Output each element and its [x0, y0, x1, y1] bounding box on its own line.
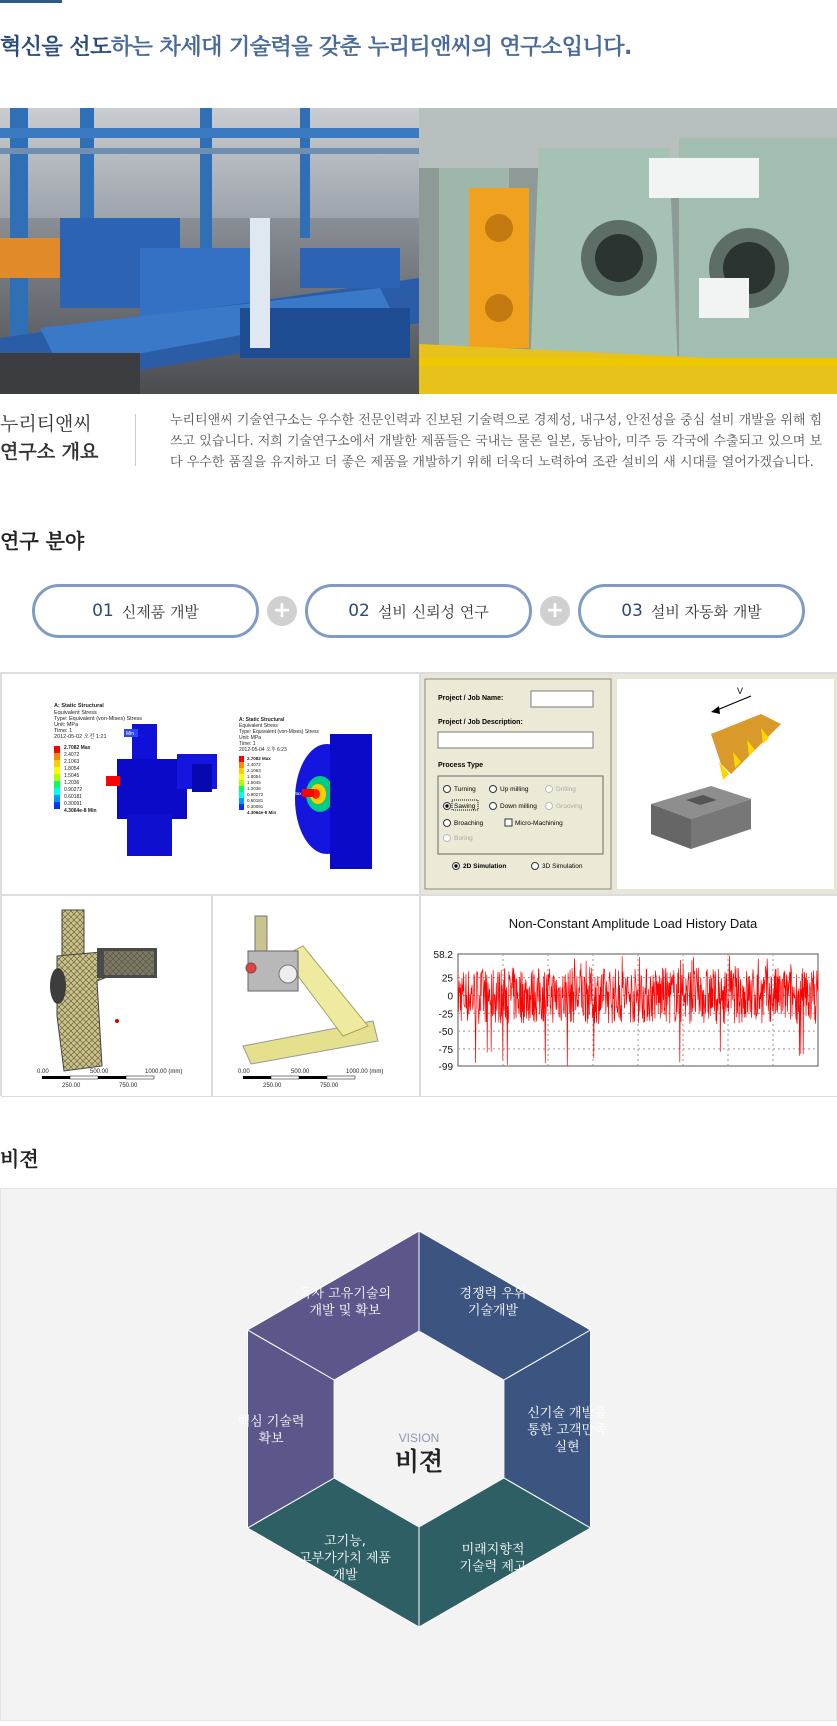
vision-segment-label: 미래지향적: [461, 1542, 525, 1558]
vision-segment-label: 고부가가치 제품: [298, 1551, 392, 1567]
option-drilling: Drilling: [556, 786, 576, 793]
turning-radio-icon: [444, 786, 451, 793]
fea-right-legend-value: 0.90272: [247, 792, 264, 797]
vision-segment-label: 개발 및 확보: [309, 1303, 381, 1319]
mesh-model-left: [1, 895, 212, 1097]
vision-segment-label: 통한 고객만족: [527, 1423, 607, 1438]
fea-left-line: Equivalent Stress: [54, 710, 97, 716]
chart-y-tick-label: -50: [438, 1027, 453, 1039]
grooving-radio-icon: [546, 803, 553, 810]
fea-left-line: 2012-05-02 오전 1:21: [54, 734, 107, 740]
research-fields: [32, 584, 807, 638]
scale-label: 1000.00 (mm): [346, 1069, 384, 1075]
saw-direction-label: V: [737, 686, 744, 696]
fea-left-legend-value: 0.30091: [64, 801, 83, 807]
vision-segment-label: 실현: [554, 1440, 580, 1455]
simulation-software-panel: [420, 673, 837, 895]
drilling-radio-icon: [546, 786, 553, 793]
option-3d-simulation: 3D Simulation: [542, 863, 583, 870]
fea-left-legend-value: 1.5045: [64, 773, 80, 779]
fea-left-legend-bar: [54, 746, 60, 809]
fea-left-legend-value: 2.1063: [64, 759, 80, 765]
research-item-number: 03: [621, 601, 643, 621]
micro-machining-checkbox-icon: [505, 819, 512, 826]
fea-right-line: Equivalent Stress: [239, 723, 278, 729]
fea-right-max-tag: Max: [293, 791, 302, 796]
research-item-label: 설비 자동화 개발: [650, 602, 762, 621]
overview-title-line1: 누리티앤씨: [0, 413, 92, 435]
vision-segment-label: 기술개발: [467, 1303, 519, 1319]
project-name-label: Project / Job Name:: [438, 695, 504, 702]
fea-left-line: Time: 1: [54, 728, 73, 734]
fea-right-heading: A: Static Structural: [239, 717, 285, 723]
research-fields-title: 연구 분야: [0, 529, 85, 553]
vision-segment-label: 경쟁력 우위: [459, 1286, 527, 1302]
fea-right-legend-value: 1.5045: [247, 780, 261, 785]
fea-left-heading: A: Static Structural: [54, 703, 104, 709]
vision-segment-label: 기술력 제고: [459, 1559, 527, 1575]
project-name-field: [531, 691, 593, 707]
scale-label: 0.00: [37, 1069, 49, 1075]
chart-y-tick-label: 0: [447, 991, 453, 1003]
fea-right-legend-value: 0.60181: [247, 798, 264, 803]
fea-stress-analysis: [1, 673, 420, 895]
solid-model-right: [212, 895, 420, 1097]
broaching-radio-icon: [444, 820, 451, 827]
fea-left-legend-value: 4.3064e-8 Min: [64, 808, 97, 814]
fea-right-line: Unit: MPa: [239, 735, 261, 741]
chart-y-tick-label: -75: [438, 1044, 453, 1056]
headline-rest: 하는 차세대 기술력을 갖춘 누리티앤씨의 연구소입니다.: [110, 35, 632, 60]
scale-label: 750.00: [119, 1083, 138, 1089]
up-milling-radio-icon: [490, 786, 497, 793]
straightening-machine-photo: [419, 108, 837, 394]
chart-y-tick-label: 58.2: [433, 950, 453, 961]
fea-right-legend-value: 1.2036: [247, 786, 261, 791]
fea-right-legend-value: 2.4072: [247, 762, 261, 767]
saw-render-bg: [617, 679, 834, 889]
top-accent-bar: [0, 0, 62, 3]
vision-segment-label: 개발: [332, 1568, 358, 1584]
fea-left-legend-value: 1.8054: [64, 766, 80, 772]
chart-y-tick-label: 25: [441, 973, 453, 985]
lab-photo-banner: [0, 108, 837, 394]
scale-label: 750.00: [320, 1083, 339, 1089]
scale-bar: [243, 1076, 355, 1079]
fea-right-model: [295, 734, 372, 869]
fea-right-legend-value: 2.7082 Max: [247, 756, 271, 761]
overview-divider: [135, 414, 136, 466]
research-item-label: 신제품 개발: [121, 602, 199, 621]
vision-center-ko: 비젼: [394, 1447, 444, 1476]
headline-emphasis: 혁신을 선도: [0, 35, 111, 60]
fea-right-line: 2012-05-04 오후 6:23: [239, 747, 287, 753]
vision-hexagon: [1, 1189, 837, 1722]
vision-diagram: [0, 1188, 837, 1721]
option-down-milling: Down milling: [500, 803, 537, 810]
vision-segment-label: 독자 고유기술의: [298, 1286, 392, 1302]
option-turning: Turning: [454, 786, 476, 793]
scale-label: 1000.00 (mm): [145, 1069, 183, 1075]
chart-title: Non-Constant Amplitude Load History Data: [508, 916, 758, 931]
research-item-label: 설비 신뢰성 연구: [377, 602, 489, 621]
fea-left-legend-value: 1.2036: [64, 780, 80, 786]
overview-text: 누리티앤씨 기술연구소는 우수한 전문인력과 진보된 기술력으로 경제성, 내구성, 안전성을 중심 설비 개발을 위해 힘쓰고 있습니다. 저희 기술연구소에서 개발한 제품들은 국내는 물론 일본, 동남아, 미주 등 각국에 수출되고 있으며 보다 우수한 품질을 유지하고 더 좋은 제품을 개발하기 위해 더욱더 노력하여 조관 설비의 새 시대를 열어가겠습니다.: [170, 413, 823, 470]
project-description-field: [438, 732, 593, 748]
fea-left-line: Type: Equivalent (von-Mises) Stress: [54, 716, 143, 722]
load-history-svg: [421, 896, 837, 1097]
page-headline: [0, 30, 632, 61]
down-milling-radio-icon: [490, 803, 497, 810]
fea-left-legend-value: 2.4072: [64, 752, 80, 758]
sim-3d-radio-icon: [532, 863, 539, 870]
scale-bar: [42, 1076, 154, 1079]
fea-right-line: Type: Equivalent (von-Mises) Stress: [239, 729, 320, 735]
scale-label: 250.00: [263, 1083, 282, 1089]
vision-segment-label: 핵심 기술력: [237, 1414, 305, 1430]
pipe-mill-photo: [0, 108, 419, 394]
fea-right-legend-value: 1.8054: [247, 774, 261, 779]
chart-y-axis: [434, 950, 454, 1073]
scale-label: 500.00: [90, 1069, 109, 1075]
research-image-grid: [0, 672, 837, 1096]
vision-segment-label: 신기술 개발을: [527, 1406, 607, 1421]
option-up-milling: Up milling: [500, 786, 529, 793]
research-item-number: 02: [348, 601, 370, 621]
fea-max-tag: Max: [97, 779, 107, 785]
overview-title-line2: 연구소 개요: [0, 441, 99, 463]
vision-center-en: VISION: [398, 1431, 440, 1445]
fea-left-legend-value: 2.7082 Max: [64, 745, 91, 751]
research-item-reliability: [305, 584, 532, 638]
research-item-automation: [578, 584, 805, 638]
sim-2d-radio-dot: [454, 864, 457, 867]
chart-y-tick-label: -99: [438, 1062, 453, 1073]
vision-segment-label: 확보: [258, 1431, 284, 1447]
fea-left-legend-value: 0.60181: [64, 794, 83, 800]
plus-icon: +: [540, 596, 570, 626]
scale-label: 0.00: [238, 1069, 250, 1075]
vision-title: 비젼: [0, 1147, 39, 1171]
process-type-label: Process Type: [438, 762, 484, 769]
project-description-label: Project / Job Description:: [438, 719, 523, 726]
fea-left-legend-value: 0.90272: [64, 787, 83, 793]
fea-min-tag: Min: [126, 731, 135, 737]
option-boring: Boring: [454, 835, 473, 842]
sawing-radio-dot: [445, 804, 448, 807]
option-sawing: Sawing: [454, 803, 476, 810]
fea-left-model: [106, 724, 217, 856]
plus-icon: +: [267, 596, 297, 626]
fea-right-legend-value: 2.1063: [247, 768, 261, 773]
research-item-number: 01: [92, 601, 114, 621]
option-2d-simulation: 2D Simulation: [463, 863, 507, 870]
lab-overview: [0, 410, 837, 470]
fea-right-line: Time: 1: [239, 741, 256, 747]
overview-title: [0, 410, 98, 466]
option-grooving: Grooving: [556, 803, 583, 810]
research-item-new-product: [32, 584, 259, 638]
vision-segment-label: 고기능,: [324, 1534, 366, 1550]
boring-radio-icon: [444, 835, 451, 842]
fea-left-line: Unit: MPa: [54, 722, 79, 728]
load-history-chart: [420, 895, 837, 1097]
scale-label: 500.00: [291, 1069, 310, 1075]
option-micro-machining: Micro-Machining: [515, 820, 563, 827]
chart-y-tick-label: -25: [438, 1009, 453, 1021]
fea-right-legend-value: 4.3064e-8 Min: [247, 810, 277, 815]
scale-label: 250.00: [62, 1083, 81, 1089]
fea-right-legend-bar: [239, 756, 244, 810]
fea-right-legend-value: 0.30091: [247, 804, 264, 809]
option-broaching: Broaching: [454, 820, 484, 827]
